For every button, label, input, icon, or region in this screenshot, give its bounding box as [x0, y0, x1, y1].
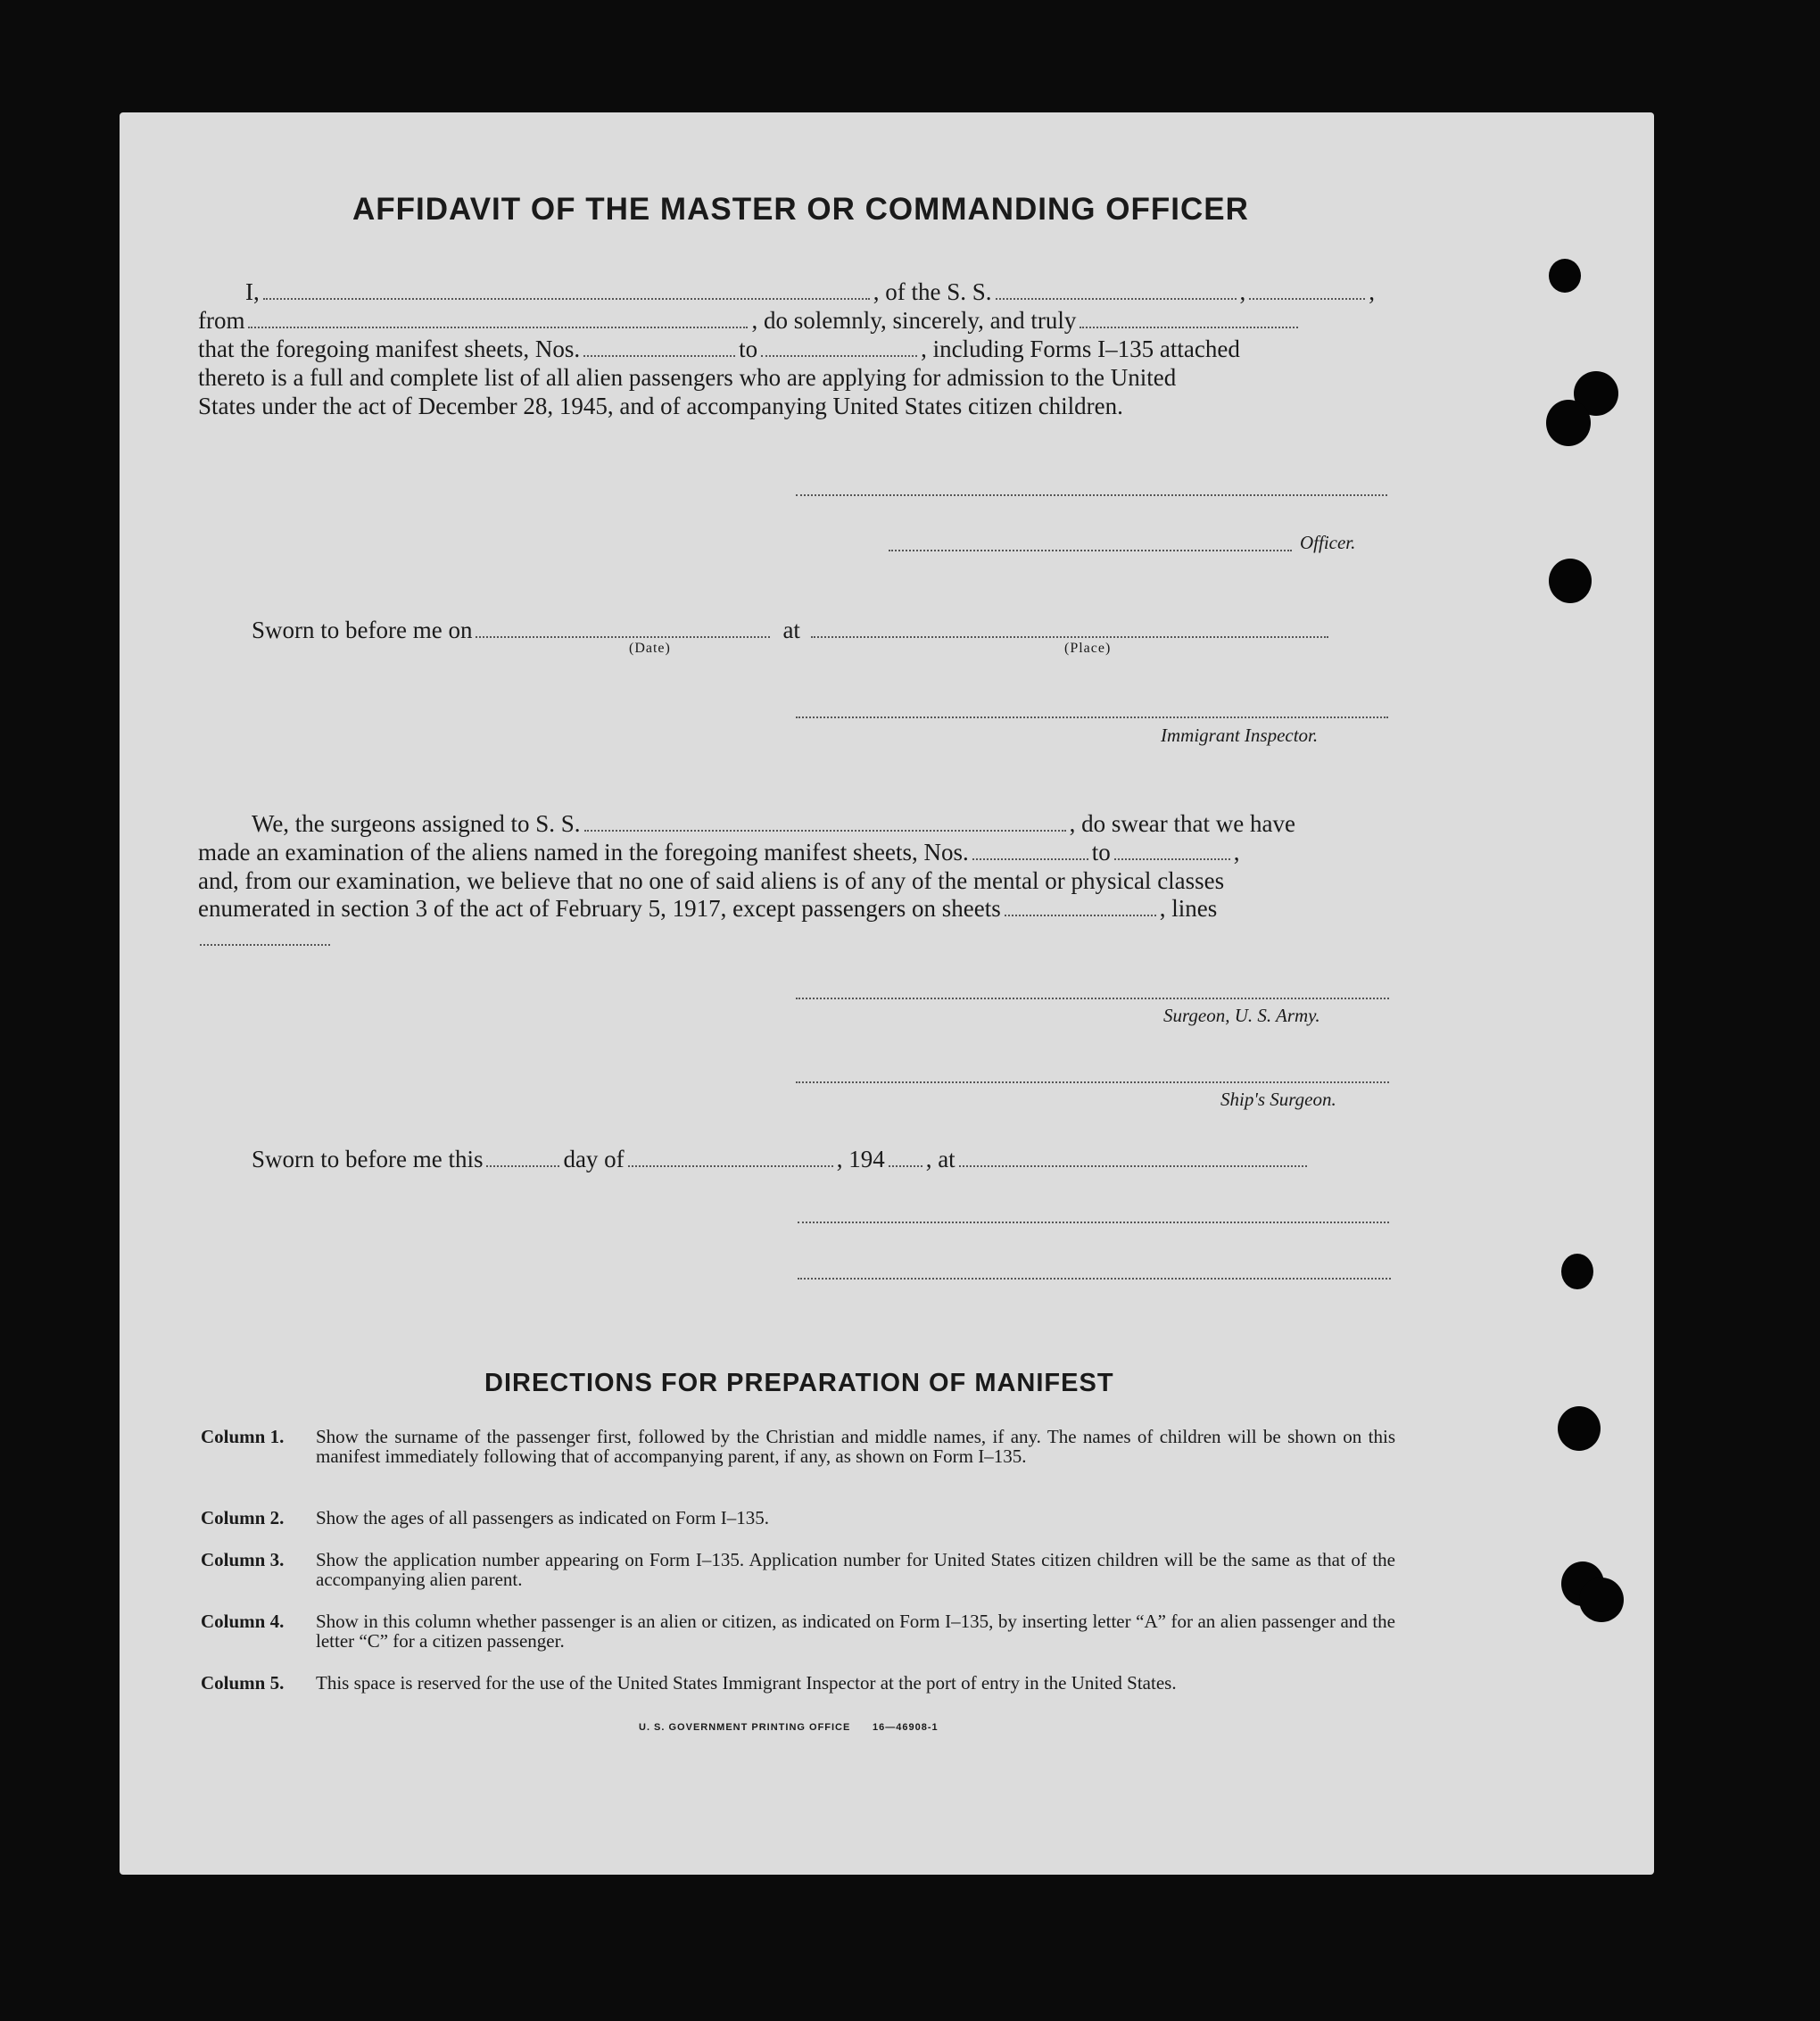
- column-3-label: Column 3.: [201, 1549, 285, 1570]
- affidavit-line-1: [245, 278, 1375, 306]
- text: I,: [245, 278, 260, 305]
- sworn-day-blank[interactable]: [486, 1164, 559, 1167]
- text: , including Forms I–135 attached: [921, 335, 1240, 362]
- sheet-to-blank[interactable]: [761, 354, 917, 357]
- affidavit-line-4: thereto is a full and complete list of all alien passengers who are applying for admission to the United: [198, 364, 1177, 391]
- surgeons-line-4: [198, 895, 1217, 923]
- text: , at: [925, 1146, 956, 1172]
- text: , 194: [836, 1146, 885, 1172]
- affidavit-line-3: [198, 335, 1240, 363]
- inspector-label: Immigrant Inspector.: [1161, 725, 1319, 746]
- text: ,: [1239, 278, 1246, 305]
- ship-name-blank[interactable]: [996, 297, 1237, 300]
- officer-label: Officer.: [1300, 532, 1356, 553]
- text: day of: [563, 1146, 625, 1172]
- text: to: [1091, 839, 1111, 866]
- text: ,: [1369, 278, 1376, 305]
- port-from-blank[interactable]: [248, 326, 748, 328]
- affidavit-line-2: [198, 307, 1302, 335]
- text: that the foregoing manifest sheets, Nos.: [198, 335, 581, 362]
- officer-signature-line-2[interactable]: [889, 550, 1292, 551]
- text: , do solemnly, sincerely, and truly: [751, 307, 1077, 334]
- text: Sworn to before me this: [252, 1146, 484, 1172]
- sworn-before-this-day: [252, 1146, 1311, 1173]
- official-signature-line-1[interactable]: [798, 1222, 1389, 1223]
- official-signature-line-2[interactable]: [798, 1278, 1391, 1280]
- directions-title: DIRECTIONS FOR PREPARATION OF MANIFEST: [484, 1369, 1114, 1397]
- surgeon-ship-blank[interactable]: [584, 829, 1066, 832]
- column-2-text: Show the ages of all passengers as indicated on Form I–135.: [316, 1507, 769, 1528]
- column-4-text: Show in this column whether passenger is an alien or citizen, as indicated on Form I–135, by inserting letter “A” for an alien passenger and the letter “C” for a citizen passenger.: [316, 1611, 1395, 1652]
- date-caption: (Date): [629, 641, 671, 656]
- sworn-month-blank[interactable]: [628, 1164, 833, 1167]
- text: to: [739, 335, 758, 362]
- column-5-text: This space is reserved for the use of the United States Immigrant Inspector at the port of entry in the United States.: [316, 1672, 1177, 1694]
- surgeons-line-2: [198, 839, 1240, 866]
- punch-hole: [1558, 1406, 1601, 1451]
- punch-hole: [1549, 259, 1581, 293]
- sworn-place-blank[interactable]: [811, 635, 1328, 638]
- sworn-year-blank[interactable]: [889, 1164, 922, 1167]
- officer-signature-line-1[interactable]: [796, 494, 1387, 496]
- sworn-date-blank[interactable]: [476, 635, 770, 638]
- column-1-text: Show the surname of the passenger first, followed by the Christian and middle names, if any. The names of children will be shown on this manifest immediately following that of accompanying parent, if any, as shown on Form I–135.: [316, 1426, 1395, 1467]
- text: Sworn to before me on: [252, 617, 473, 643]
- form-code: 16—46908-1: [873, 1722, 939, 1733]
- text: at: [782, 617, 800, 643]
- punch-hole: [1546, 400, 1591, 446]
- except-sheets-blank[interactable]: [1005, 914, 1156, 916]
- surgeons-line-1: [252, 810, 1295, 838]
- text: , do swear that we have: [1069, 810, 1295, 837]
- affidavit-title: AFFIDAVIT OF THE MASTER OR COMMANDING OFFICER: [352, 192, 1249, 227]
- text: , lines: [1159, 895, 1218, 922]
- army-surgeon-signature-line[interactable]: [796, 998, 1389, 999]
- column-5-label: Column 5.: [201, 1672, 285, 1694]
- sworn2-place-blank[interactable]: [959, 1164, 1307, 1167]
- master-name-blank[interactable]: [263, 297, 870, 300]
- punch-hole: [1561, 1254, 1593, 1289]
- punch-hole: [1549, 559, 1592, 603]
- inspector-signature-line[interactable]: [796, 716, 1388, 718]
- sworn-before-on: [252, 617, 1332, 644]
- place-caption: (Place): [1064, 641, 1112, 656]
- ship-extra-blank[interactable]: [1249, 297, 1365, 300]
- ship-surgeon-label: Ship's Surgeon.: [1220, 1089, 1336, 1110]
- exam-sheet-from-blank[interactable]: [972, 857, 1088, 860]
- exam-sheet-to-blank[interactable]: [1114, 857, 1230, 860]
- text: , of the S. S.: [873, 278, 992, 305]
- punch-hole: [1579, 1578, 1624, 1622]
- sheet-from-blank[interactable]: [583, 354, 735, 357]
- column-1-label: Column 1.: [201, 1426, 285, 1447]
- text: ,: [1233, 839, 1240, 866]
- surgeons-line-3: and, from our examination, we believe that no one of said aliens is of any of the mental or physical classes: [198, 867, 1225, 894]
- text: enumerated in section 3 of the act of February 5, 1917, except passengers on sheets: [198, 895, 1001, 922]
- army-surgeon-label: Surgeon, U. S. Army.: [1163, 1005, 1320, 1026]
- text: We, the surgeons assigned to S. S.: [252, 810, 581, 837]
- column-3-text: Show the application number appearing on Form I–135. Application number for United States citizen children will be the same as that of the accompanying alien parent.: [316, 1549, 1395, 1590]
- text: from: [198, 307, 245, 334]
- oath-blank[interactable]: [1080, 326, 1298, 328]
- affidavit-line-5: States under the act of December 28, 1945, and of accompanying United States citizen children.: [198, 393, 1123, 419]
- column-2-label: Column 2.: [201, 1507, 285, 1528]
- printer-credit: U. S. GOVERNMENT PRINTING OFFICE: [639, 1722, 851, 1733]
- ship-surgeon-signature-line[interactable]: [796, 1081, 1389, 1083]
- column-4-label: Column 4.: [201, 1611, 285, 1632]
- lines-blank[interactable]: [200, 944, 330, 946]
- text: made an examination of the aliens named in the foregoing manifest sheets, Nos.: [198, 839, 969, 866]
